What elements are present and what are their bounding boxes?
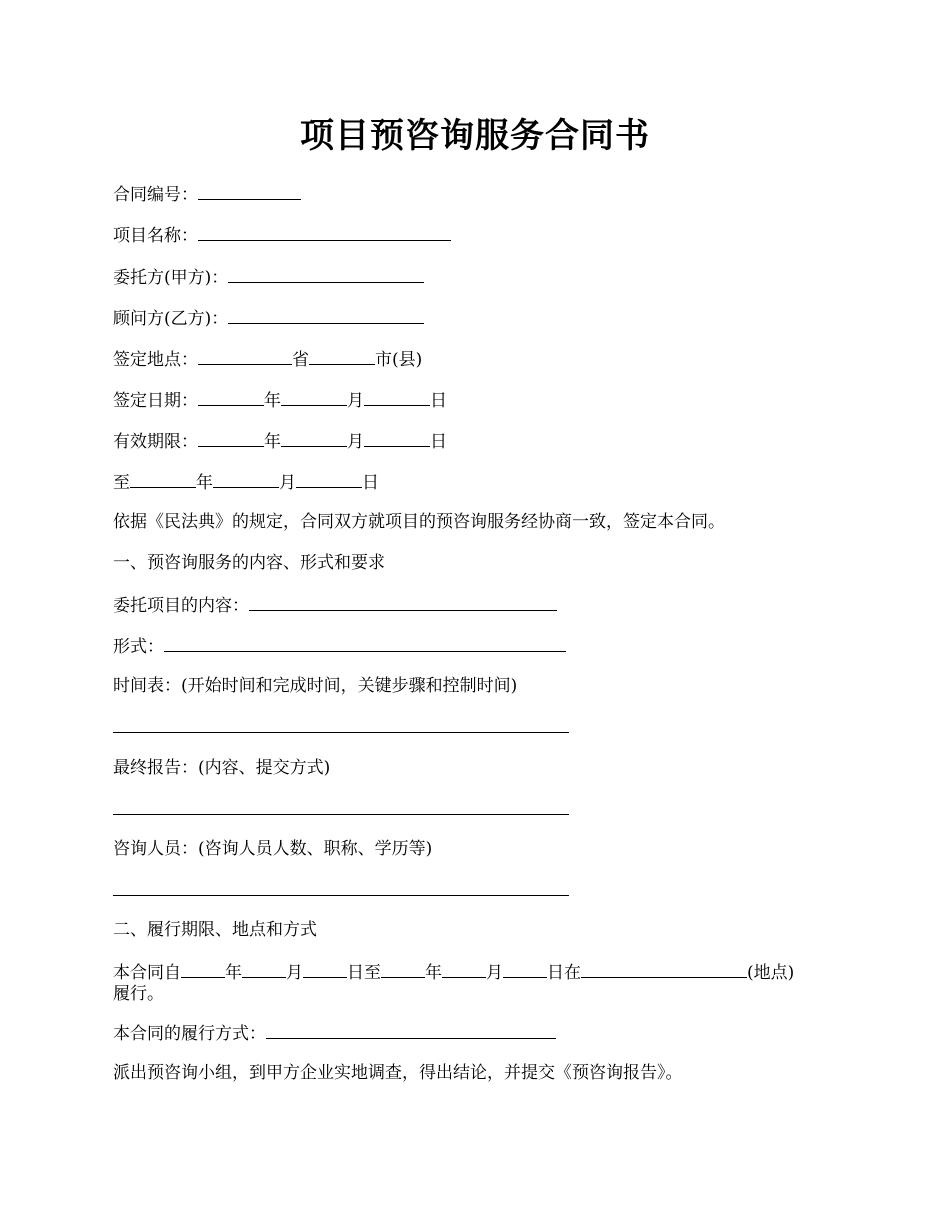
project-name-line: [113, 222, 451, 248]
month-label: 月: [286, 963, 303, 983]
party-b-label: 顾问方(乙方)：: [113, 309, 229, 329]
party-b-line: [113, 305, 424, 331]
month-label: 月: [347, 432, 364, 452]
form-line: [113, 633, 566, 659]
city-blank[interactable]: [309, 346, 375, 365]
staff-label: 咨询人员：(咨询人员人数、职称、学历等): [113, 839, 433, 859]
year-label: 年: [425, 963, 442, 983]
sign-month-blank[interactable]: [281, 387, 347, 406]
sign-year-blank[interactable]: [198, 387, 264, 406]
valid-day-blank[interactable]: [364, 428, 430, 447]
from-month-blank[interactable]: [242, 959, 286, 978]
year-label: 年: [264, 432, 281, 452]
city-label: 市(县): [375, 350, 423, 370]
month-label: 月: [486, 963, 503, 983]
province-label: 省: [292, 350, 309, 370]
sign-place-label: 签定地点：: [113, 350, 198, 370]
method-text: 派出预咨询小组，到甲方企业实地调查，得出结论，并提交《预咨询报告》。: [113, 1063, 683, 1083]
sign-date-label: 签定日期：: [113, 391, 198, 411]
period-place-label: (地点): [747, 963, 795, 983]
schedule-label: 时间表：(开始时间和完成时间，关键步骤和控制时间): [113, 676, 518, 696]
period-start-label: 本合同自: [113, 963, 181, 983]
content-line: [113, 592, 557, 618]
period-end: 履行。: [113, 984, 164, 1004]
method-blank[interactable]: [266, 1020, 556, 1039]
form-blank[interactable]: [164, 633, 566, 652]
sign-day-blank[interactable]: [364, 387, 430, 406]
form-label: 形式：: [113, 637, 164, 657]
to-day-blank[interactable]: [503, 959, 547, 978]
page-title: 项目预咨询服务合同书: [300, 116, 650, 156]
period-mid-label: 日至: [347, 963, 381, 983]
valid-year-blank[interactable]: [198, 428, 264, 447]
valid-period-line: [113, 428, 447, 454]
intro-paragraph: 依据《民法典》的规定，合同双方就项目的预咨询服务经协商一致，签定本合同。: [113, 512, 725, 532]
from-year-blank[interactable]: [181, 959, 225, 978]
report-label: 最终报告：(内容、提交方式): [113, 758, 331, 778]
sign-place-line: [113, 346, 422, 372]
period-at-label: 日在: [547, 963, 581, 983]
party-a-line: [113, 264, 424, 290]
schedule-blank[interactable]: [113, 732, 569, 733]
contract-no-label: 合同编号：: [113, 185, 198, 205]
section2-heading: 二、履行期限、地点和方式: [113, 920, 317, 940]
party-a-blank[interactable]: [228, 264, 424, 283]
month-label: 月: [347, 391, 364, 411]
content-blank[interactable]: [249, 592, 557, 611]
day-label: 日: [430, 391, 447, 411]
staff-blank[interactable]: [113, 895, 569, 896]
to-year-blank[interactable]: [381, 959, 425, 978]
month-label: 月: [279, 473, 296, 493]
sign-date-line: [113, 387, 447, 413]
until-month-blank[interactable]: [213, 469, 279, 488]
year-label: 年: [225, 963, 242, 983]
until-day-blank[interactable]: [296, 469, 362, 488]
report-blank[interactable]: [113, 814, 569, 815]
period-line: [113, 959, 794, 985]
content-label: 委托项目的内容：: [113, 596, 249, 616]
day-label: 日: [362, 473, 379, 493]
party-b-blank[interactable]: [228, 305, 424, 324]
contract-no-line: [113, 181, 301, 207]
project-name-label: 项目名称：: [113, 226, 198, 246]
valid-until-line: [113, 469, 379, 495]
day-label: 日: [430, 432, 447, 452]
year-label: 年: [264, 391, 281, 411]
section1-heading: 一、预咨询服务的内容、形式和要求: [113, 553, 385, 573]
to-month-blank[interactable]: [442, 959, 486, 978]
valid-month-blank[interactable]: [281, 428, 347, 447]
year-label: 年: [196, 473, 213, 493]
until-year-blank[interactable]: [130, 469, 196, 488]
party-a-label: 委托方(甲方)：: [113, 268, 229, 288]
method-label: 本合同的履行方式：: [113, 1024, 266, 1044]
from-day-blank[interactable]: [303, 959, 347, 978]
project-name-blank[interactable]: [198, 222, 451, 241]
contract-no-blank[interactable]: [198, 181, 301, 200]
place-blank[interactable]: [581, 959, 747, 978]
method-line: [113, 1020, 556, 1046]
province-blank[interactable]: [198, 346, 292, 365]
to-label: 至: [113, 473, 130, 493]
valid-period-label: 有效期限：: [113, 432, 198, 452]
